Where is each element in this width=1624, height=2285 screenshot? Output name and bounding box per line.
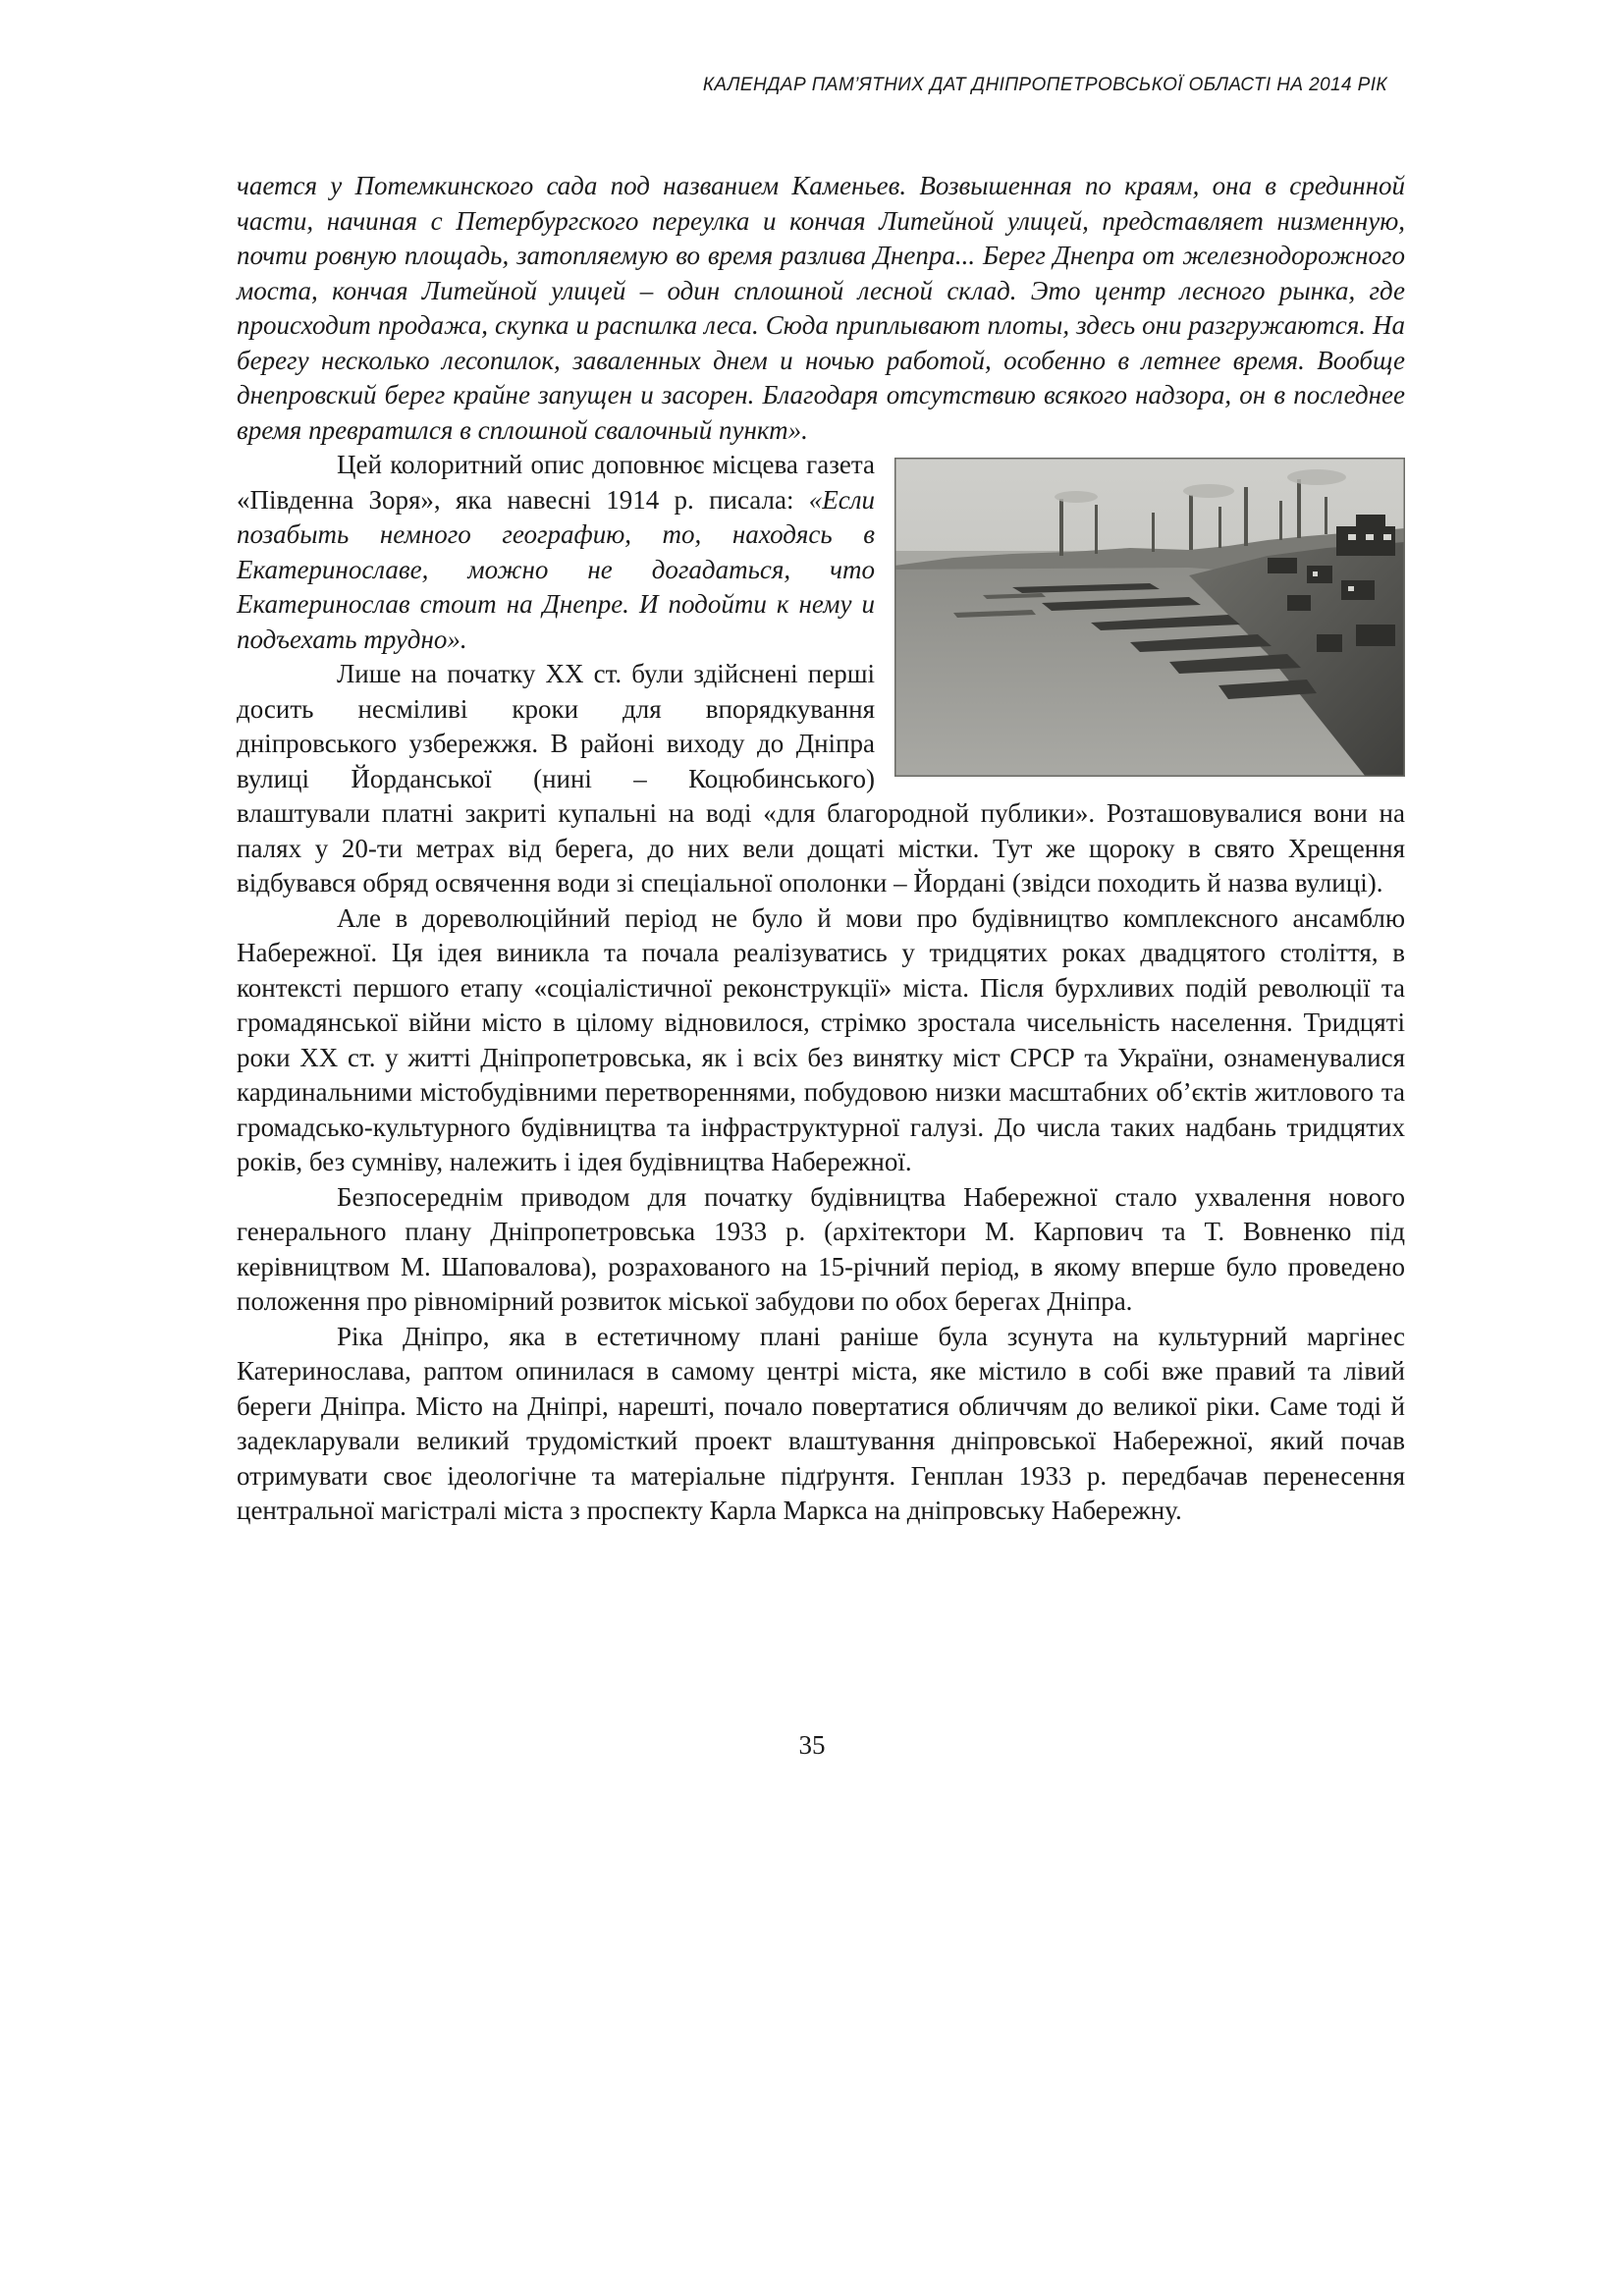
paragraph-early-20th: Лише на початку ХХ ст. були здійснені перші досить несміливі кроки для впорядкування дніпровського узбережжя. В районі виходу до Дніпра вулиці Йорданської (нині – Коцюбинського) влаштували платні закриті купальні на воді «для благородной публики». Розташовувалися вони на палях у 20-ти метрах від берега, до них вели дощаті містки. Тут же щороку в свято Хрещення відбувався обряд освячення води зі спеціальної ополонки – Йордані (звідси походить й назва вулиці). xyxy=(237,659,1405,898)
page-number: 35 xyxy=(798,1730,826,1760)
historical-photo xyxy=(894,458,1405,777)
paragraph-general-plan: Безпосереднім приводом для початку будівництва Набережної стало ухвалення нового генерального плану Дніпропетровська 1933 р. (архітектори М. Карпович та Т. Вовненко під керівництвом М. Шаповалова), розрахованого на 15-річний період, в якому вперше було проведено положення про рівномірний розвиток міської забудови по обох берегах Дніпра. xyxy=(237,1181,1405,1316)
paragraph-prerevolution: Але в дореволюційний період не було й мови про будівництво комплексного ансамблю Набережної. Ця ідея виникла та почала реалізуватись у тридцятих роках двадцятого століття, в контексті першого етапу «соціалістичної реконструкції» міста. Після бурхливих подій революції та громадянської війни місто в цілому відновилося, стрімко зростала чисельність населення. Тридцяті роки ХХ ст. у житті Дніпропетровська, як і всіх без винятку міст СРСР та України, ознаменувалися кардинальними містобудівними перетвореннями, побудовою низки масштабних об’єктів житлового та громадсько-культурного будівництва та інфраструктурної галузі. До числа таких надбань тридцятих років, без сумніву, належить і ідея будівництва Набережної. xyxy=(237,902,1405,1176)
river-bank-photo-icon xyxy=(894,458,1405,777)
paragraph-newspaper-lead: Цей колоритний опис доповнює місцева газета «Південна Зоря», яка навесні 1914 р. писала: xyxy=(237,450,875,515)
running-header: КАЛЕНДАР ПАМ’ЯТНИХ ДАТ ДНІПРОПЕТРОВСЬКОЇ ОБЛАСТІ НА 2014 РІК xyxy=(702,75,1387,95)
paragraph-dnipro-river: Ріка Дніпро, яка в естетичному плані раніше була зсунута на культурний маргінес Катеринослава, раптом опинилася в самому центрі міста, яке містило в собі вже правий та лівий береги Дніпра. Місто на Дніпрі, нарешті, почало повертатися обличчям до великої ріки. Саме тоді й задекларували великий трудомісткий проект влаштування дніпровської Набережної, який почав отримувати своє ідеологічне та матеріальне підґрунтя. Генплан 1933 р. передбачав перенесення центральної магістралі міста з проспекту Карла Маркса на дніпровську Набережну. xyxy=(237,1321,1405,1525)
text-column xyxy=(237,169,1405,1529)
quote-continuation: чается у Потемкинского сада под названием Каменьев. Возвышенная по краям, она в срединной части, начиная с Петербургского переулка и кончая Литейной улицей, представляет низменную, почти ровную площадь, затопляемую во время разлива Днепра... Берег Днепра от железнодорожного моста, кончая Литейной улицей – один сплошной лесной склад. Это центр лесного рынка, где происходит продажа, скупка и распилка леса. Сюда приплывают плоты, здесь они разгружаются. На берегу несколько лесопилок, заваленных днем и ночью работой, особенно в летнее время. Вообще днепровский берег крайне запущен и засорен. Благодаря отсутствию всякого надзора, он в последнее время превратился в сплошной свалочный пункт». xyxy=(237,171,1405,445)
newspaper-quote: «Если позабыть немного географию, то, находясь в Екатеринославе, можно не догадаться, что Екатеринослав стоит на Днепре. И подойти к нему и подъехать трудно». xyxy=(237,484,875,654)
